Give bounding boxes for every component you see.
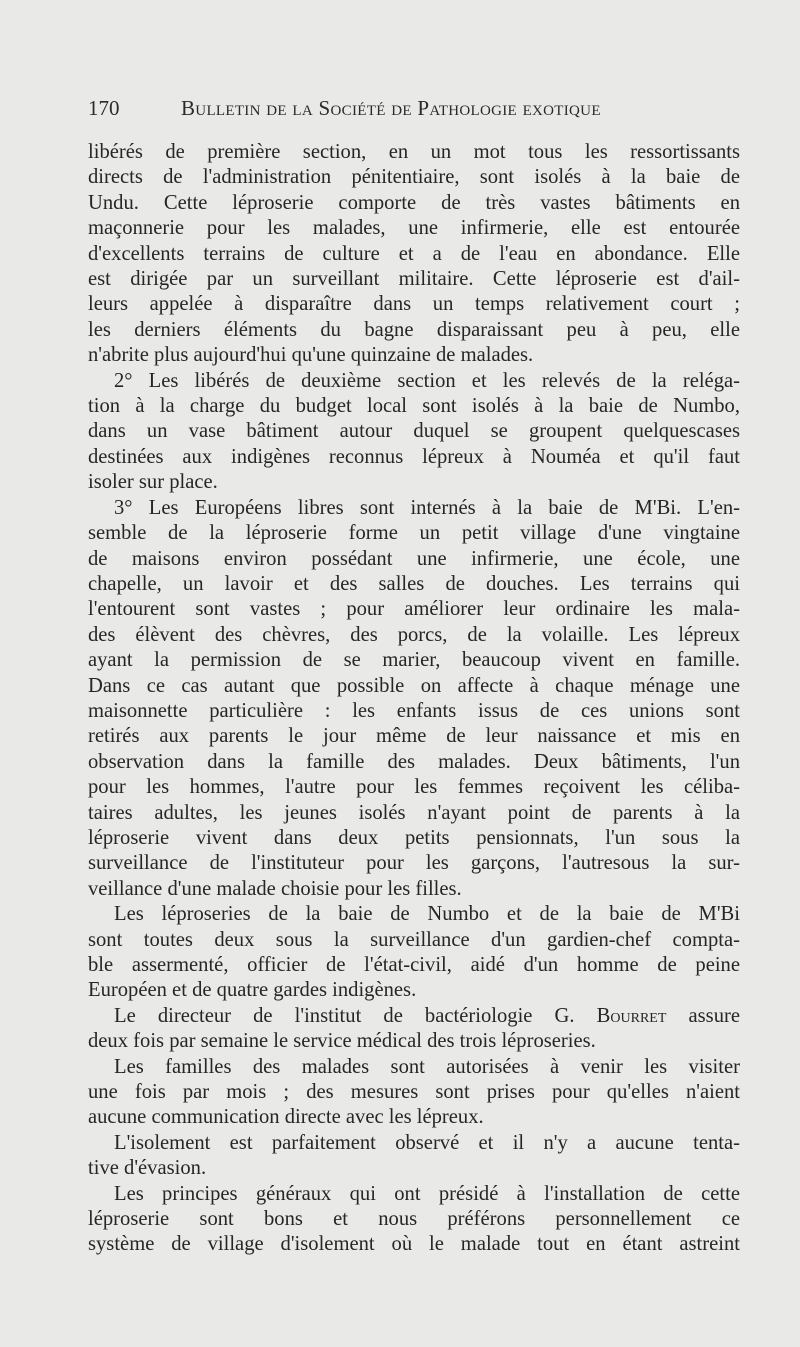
text-line: isoler sur place. <box>88 471 218 494</box>
text-line: les derniers éléments du bagne disparaissant peu à peu, elle <box>88 318 740 341</box>
text-line: destinées aux indigènes reconnus lépreux à Nouméa et qu'il faut <box>88 445 740 468</box>
text-line: léproserie vivent dans deux petits pensionnats, l'un sous la <box>88 826 740 849</box>
text-line: des élèvent des chèvres, des porcs, de la volaille. Les lépreux <box>88 623 740 646</box>
text-line: Les léproseries de la baie de Numbo et de la baie de M'Bi <box>114 903 740 926</box>
text-line: maisonnette particulière : les enfants issus de ces unions sont <box>88 699 740 722</box>
text-line: Les familles des malades sont autorisées à venir les visiter <box>114 1055 740 1078</box>
page-header <box>88 96 748 126</box>
text-line: Européen et de quatre gardes indigènes. <box>88 979 417 1002</box>
text-line: retirés aux parents le jour même de leur naissance et mis en <box>88 725 740 748</box>
text-line: système de village d'isolement où le malade tout en étant astreint <box>88 1233 740 1256</box>
text-line: ble assermenté, officier de l'état-civil, aidé d'un homme de peine <box>88 954 740 976</box>
text-line: surveillance de l'instituteur pour les garçons, l'autresous la sur- <box>88 852 740 875</box>
text-line: veillance d'une malade choisie pour les filles. <box>88 877 462 900</box>
text-line: L'isolement est parfaitement observé et il n'y a aucune tenta- <box>114 1131 740 1154</box>
text-line: observation dans la famille des malades. Deux bâtiments, l'un <box>88 750 740 773</box>
text-line: 2° Les libérés de deuxième section et les relevés de la reléga- <box>114 369 740 392</box>
text-line: Le directeur de l'institut de bactériologie G. Bourret assure <box>114 1004 740 1027</box>
text-line: maçonnerie pour les malades, une infirmerie, elle est entourée <box>88 217 740 240</box>
text-line: pour les hommes, l'autre pour les femmes reçoivent les céliba- <box>88 776 740 799</box>
text-line: une fois par mois ; des mesures sont prises pour qu'elles n'aient <box>88 1081 740 1104</box>
text-line: directs de l'administration pénitentiaire, sont isolés à la baie de <box>88 166 740 189</box>
text-line: deux fois par semaine le service médical des trois léproseries. <box>88 1030 596 1053</box>
text-line: Dans ce cas autant que possible on affecte à chaque ménage une <box>88 674 740 697</box>
text-line: de maisons environ possédant une infirmerie, une école, une <box>88 547 740 570</box>
text-line: aucune communication directe avec les lépreux. <box>88 1106 484 1129</box>
text-line: d'excellents terrains de culture et a de l'eau en abondance. Elle <box>88 242 740 265</box>
text-line: Undu. Cette léproserie comporte de très vastes bâtiments en <box>88 191 740 214</box>
text-line: Les principes généraux qui ont présidé à l'installation de cette <box>114 1182 740 1205</box>
text-line: leurs appelée à disparaître dans un temps relativement court ; <box>88 293 740 316</box>
text-line: 3° Les Européens libres sont internés à la baie de M'Bi. L'en- <box>114 496 740 519</box>
text-line: dans un vase bâtiment autour duquel se groupent quelquescases <box>88 420 740 443</box>
page-number: 170 <box>88 96 120 120</box>
text-line: semble de la léproserie forme un petit village d'une vingtaine <box>88 522 740 545</box>
text-line: n'abrite plus aujourd'hui qu'une quinzaine de malades. <box>88 344 534 367</box>
text-line: tion à la charge du budget local sont isolés à la baie de Numbo, <box>88 395 740 418</box>
text-line: l'entourent sont vastes ; pour améliorer leur ordinaire les mala- <box>88 598 740 621</box>
running-title: Bulletin de la Société de Pathologie exotique <box>181 96 601 120</box>
text-line: libérés de première section, en un mot tous les ressortissants <box>88 141 740 163</box>
body-text <box>88 140 740 1258</box>
text-line: chapelle, un lavoir et des salles de douches. Les terrains qui <box>88 572 740 595</box>
text-line: sont toutes deux sous la surveillance d'un gardien-chef compta- <box>88 928 740 951</box>
text-line: ayant la permission de se marier, beaucoup vivent en famille. <box>88 649 740 672</box>
text-line: taires adultes, les jeunes isolés n'ayant point de parents à la <box>88 801 740 824</box>
author-name: Bourret <box>596 1004 667 1027</box>
text-line: est dirigée par un surveillant militaire. Cette léproserie est d'ail- <box>88 268 740 291</box>
text-line: tive d'évasion. <box>88 1157 207 1180</box>
text-line: léproserie sont bons et nous préférons personnellement ce <box>88 1208 740 1231</box>
